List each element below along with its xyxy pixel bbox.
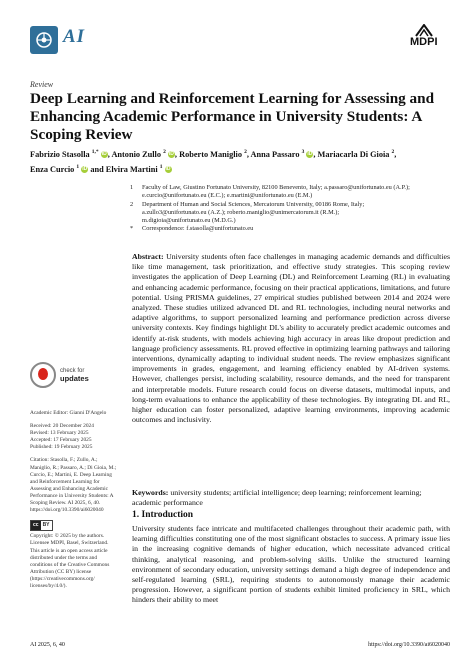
copyright-line: Copyright: © 2025 by the authors.	[30, 533, 105, 540]
check-updates-bottom: updates	[60, 374, 89, 383]
affiliation-line: m.digioia@unifortunato.eu (M.D.G.)	[142, 217, 236, 225]
citation-line: Maniglio, R.; Passaro, A.; Di Gioia, M.;	[30, 464, 117, 471]
citation-doi-link[interactable]: https://doi.org/10.3390/ai6020040	[30, 507, 104, 514]
author-name[interactable]: Anna Passaro	[250, 149, 300, 159]
author-affil: 1,*	[91, 149, 99, 155]
author-name[interactable]: Mariacarla Di Gioia	[317, 149, 390, 159]
revised-date: Revised: 13 February 2025	[30, 430, 89, 437]
footer-doi-link[interactable]: https://doi.org/10.3390/ai6020040	[368, 642, 450, 648]
correspondence-line[interactable]: Correspondence: f.stasolla@unifortunato.eu	[142, 225, 254, 233]
citation-line: Scoping Review. AI 2025, 6, 40.	[30, 500, 101, 507]
copyright-line: This article is an open access article	[30, 547, 108, 554]
accepted-date: Accepted: 17 February 2025	[30, 437, 92, 444]
author-affil: 2	[244, 149, 247, 155]
copyright-line: Attribution (CC BY) license	[30, 568, 92, 575]
orcid-icon[interactable]: iD	[307, 151, 313, 158]
affiliation-item	[130, 184, 460, 201]
affiliation-line: e.curcio@unifortunato.eu (E.C.); e.martini@unifortunato.eu (E.M.)	[142, 192, 313, 200]
author-affil: 1	[76, 163, 80, 170]
citation-line: and Reinforcement Learning for	[30, 478, 100, 485]
author-name[interactable]: Elvira Martini	[105, 164, 158, 174]
check-updates-top: check for	[60, 368, 85, 374]
journal-logo-icon	[34, 30, 54, 50]
copyright-line: distributed under the terms and	[30, 554, 98, 561]
check-for-updates-button[interactable]	[30, 362, 89, 388]
intro-paragraph: University students face intricate and multifaceted challenges throughout their academic path, with learning difficulties constituting one of the most significant obstacles to success. A primary issue lies in the increasing cognitive demands of higher education, which necessitate advanced critical thinking, analytical reasoning, and problem-solving skills. Unlike the structured learning environment of secondary education, university settings demand a high degree of independence and self-regulated learning (SRL), requiring students to autonomously manage their academic progression. However, a significant portion of students exhibit limited proficiency in SRL, which hinders their ability to meet	[132, 524, 450, 605]
journal-logo[interactable]	[30, 26, 58, 54]
journal-name[interactable]: AI	[63, 26, 86, 47]
abstract	[132, 252, 450, 425]
orcid-icon[interactable]: iD	[101, 151, 107, 158]
author-affil: 3	[301, 149, 305, 155]
affiliation-item	[130, 225, 460, 233]
copyright-block	[30, 520, 126, 590]
mdpi-logo[interactable]	[410, 24, 438, 48]
keywords-label: Keywords:	[132, 488, 169, 497]
history-dates	[30, 423, 126, 451]
affiliations	[130, 184, 460, 234]
citation-line: Curcio, E.; Martini, E. Deep Learning	[30, 471, 112, 478]
by-icon: BY	[42, 522, 50, 529]
orcid-icon[interactable]: iD	[82, 166, 88, 173]
article-type: Review	[30, 80, 54, 89]
publisher-name: MDPI	[410, 36, 438, 48]
affiliation-line: a.zullo3@unifortunato.eu (A.Z.); roberto.maniglio@unimercatorum.it (R.M.);	[142, 208, 340, 216]
orcid-icon[interactable]: iD	[165, 166, 171, 173]
copyright-line: Licensee MDPI, Basel, Switzerland.	[30, 540, 109, 547]
citation-block	[30, 457, 126, 514]
cc-icon: cc	[31, 521, 41, 530]
academic-editor: Academic Editor: Gianni D'Angelo	[30, 410, 107, 416]
footer-citation: AI 2025, 6, 40	[30, 642, 65, 648]
affiliation-line: Department of Human and Social Sciences, Mercatorum University, 00186 Rome, Italy;	[142, 200, 365, 208]
citation-line: Performance in University Students: A	[30, 492, 114, 499]
orcid-icon[interactable]: iD	[168, 151, 174, 158]
check-updates-icon	[30, 362, 56, 388]
affiliation-number: *	[130, 225, 134, 233]
copyright-line: conditions of the Creative Commons	[30, 561, 110, 568]
author-name[interactable]: Antonio Zullo	[111, 149, 162, 159]
paper-title: Deep Learning and Reinforcement Learning for Assessing and Enhancing Academic Performance in University Students: A Scoping Review	[30, 90, 435, 143]
license-link[interactable]: licenses/by/4.0/).	[30, 582, 67, 589]
received-date: Received: 20 December 2024	[30, 423, 94, 430]
author-list: Fabrizio Stasolla $^{1,*}$ iD, Antonio Zullo $^2$ iD, Roberto Maniglio $^2$, Anna Passaro $^3$ iD, Mariacarla Di Gioia $^2$, Enza Curcio $^1$ iD and Elvira Martini $^1$ iD	[30, 149, 397, 174]
article-sidebar	[30, 410, 126, 596]
author-affil: 1	[159, 163, 163, 170]
license-link[interactable]: (https://creativecommons.org/	[30, 575, 95, 582]
author-name[interactable]: Enza Curcio	[30, 164, 75, 174]
section-heading: 1. Introduction	[132, 510, 194, 520]
affiliation-number: 1	[130, 184, 134, 191]
published-date: Published: 19 February 2025	[30, 444, 93, 451]
affiliation-item	[130, 201, 460, 226]
citation-line: Assessing and Enhancing Academic	[30, 485, 108, 492]
abstract-label: Abstract:	[132, 252, 164, 261]
citation-line: Citation: Stasolla, F.; Zullo, A.;	[30, 457, 98, 464]
cc-by-license-badge[interactable]	[30, 520, 53, 531]
author-name[interactable]: Fabrizio Stasolla	[30, 149, 90, 159]
abstract-text: University students often face challenges in managing academic demands and difficulties like time management, task prioritization, and effective study strategies. This scoping review investigates the application of Deep Learning (DL) and Reinforcement Learning (RL) in evaluating and enhancing academic performance, focusing on their practical applications, limitations, and future potential. Using PRISMA guidelines, 27 empirical studies published between 2014 and 2024 were analyzed. These studies utilized advanced DL and RL technologies, including neural networks and adaptive algorithms, to support personalized learning and performance prediction across diverse university contexts. Key findings highlight DL's ability to accurately predict academic outcomes and identify at-risk students, with models achieving high accuracy in areas like dropout prediction and language proficiency assessments. RL proved effective in optimizing learning pathways and tailoring interventions, dynamically adapting to individual student needs. The review emphasizes significant improvements in grades, engagement, and learning efficiency enabled by AI-driven systems. However, challenges persist, including scalability, resource demands, and the need for transparent and interpretable models. Future research could focus on diverse datasets, multimodal inputs, and long-term evaluations to enhance the applicability of these technologies. By integrating DL and RL, higher education can foster personalized, adaptive learning environments, improving academic outcomes and inclusivity.	[132, 252, 450, 425]
author-affil: 2	[391, 149, 395, 155]
affiliation-line: Faculty of Law, Giustino Fortunato University, 82100 Benevento, Italy; a.passaro@unifortunato.eu (A.P.);	[142, 184, 410, 191]
author-affil: 2	[163, 149, 166, 155]
keywords-text: university students; artificial intelligence; deep learning; reinforcement learning; academic performance	[132, 488, 422, 508]
keywords	[132, 488, 450, 508]
affiliation-number: 2	[130, 200, 134, 208]
author-name[interactable]: Roberto Maniglio	[179, 149, 242, 159]
